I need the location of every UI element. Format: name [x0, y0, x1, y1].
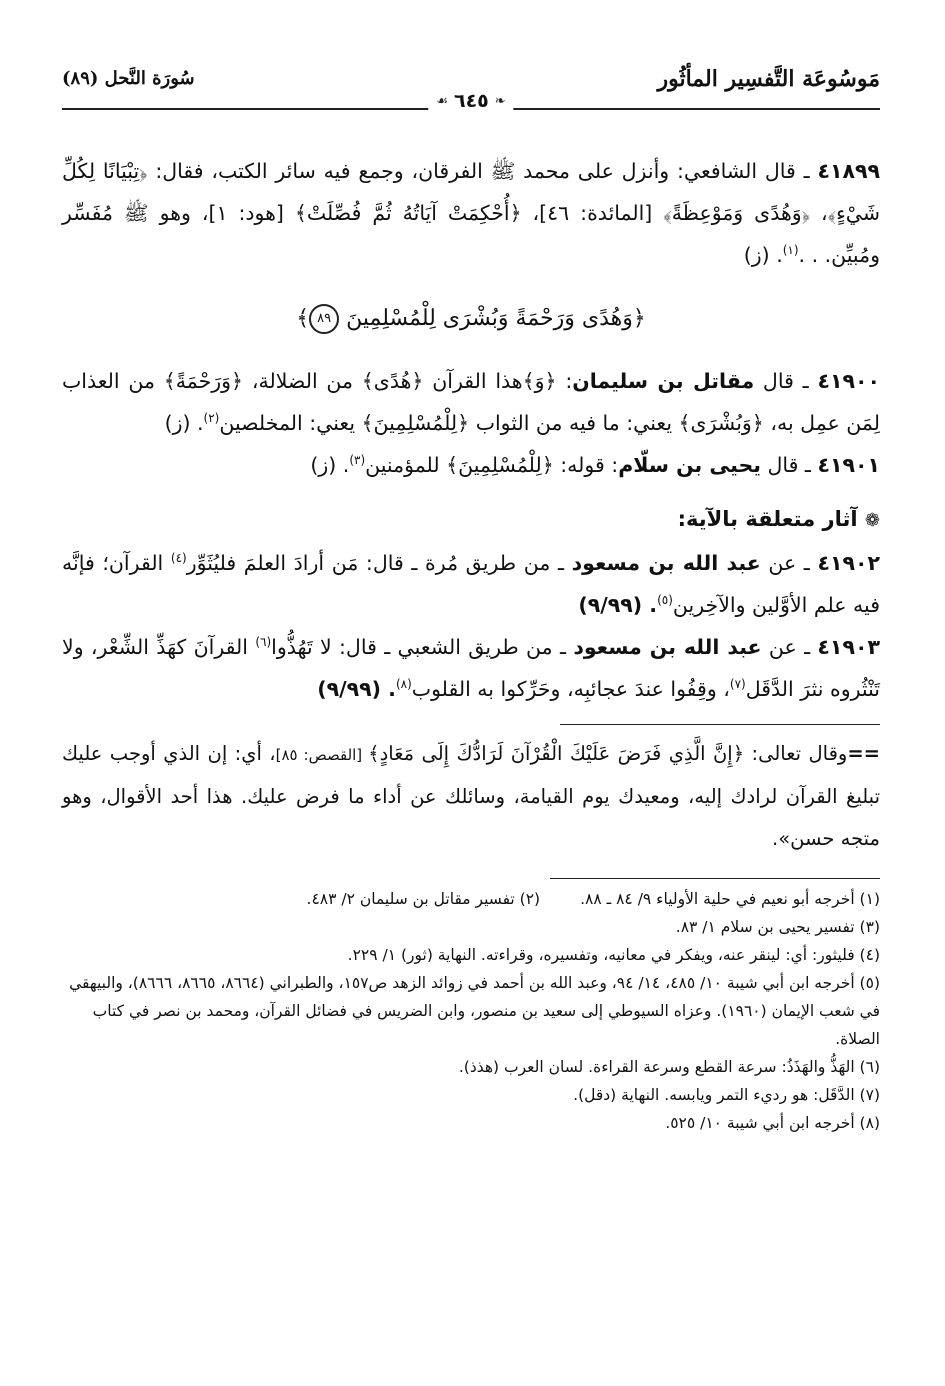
- ayah-number: ٨٩: [309, 304, 339, 334]
- page-number-text: ٦٤٥: [453, 90, 489, 112]
- entry-text-2: القرآنَ كهَذِّ الشِّعْر، ولا تَنْثُروه نثرَ الدَّقَل: [62, 635, 880, 701]
- entry-number: ٤١٩٠٢: [817, 551, 880, 575]
- entry-text: : ﴿وَ﴾هذا القرآن ﴿هُدًى﴾ من الضلالة، ﴿وَرَحْمَةً﴾ من العذاب لِمَن عمِل به، ﴿وَبُشْرَى﴾ يعني: ما فيه من الثواب ﴿لِلْمُسْلِمِينَ﴾ يعني: المخلصين: [62, 369, 880, 435]
- narrator-name: يحيى بن سلّام: [618, 453, 761, 477]
- entry-tail: . (ز): [310, 453, 350, 477]
- section-title-text: آثار متعلقة بالآية:: [677, 507, 858, 531]
- entry-tail: . (٩/٩٩): [317, 677, 396, 701]
- flower-icon: ❁: [864, 510, 880, 531]
- entry-41901: [62, 444, 880, 486]
- footnote-row: [62, 885, 880, 913]
- footnotes-divider: [550, 878, 880, 879]
- footnote-3: (٣) تفسير يحيى بن سلام ١/ ٨٣.: [675, 918, 880, 936]
- footnote-ref[interactable]: (٥): [657, 593, 673, 608]
- footnote-ref[interactable]: (٤): [170, 551, 187, 566]
- footnote-7: (٧) الدَّقَل: هو رديء التمر ويابسه. النهاية (دقل).: [573, 1086, 880, 1104]
- entry-41903: [62, 626, 880, 710]
- entry-41902: [62, 542, 880, 626]
- footnote-ref[interactable]: (٦): [255, 635, 272, 650]
- continuation-mark: ==: [847, 742, 881, 765]
- entry-41900: [62, 360, 880, 444]
- surah-label: سُورَة النَّحل (٨٩): [62, 68, 195, 89]
- main-text: [62, 150, 880, 710]
- book-title: مَوسُوعَة التَّفسِير المأثُور: [657, 66, 880, 92]
- entry-text: ـ من طريق الشعبي ـ قال: لا تَهُذُّوا: [271, 635, 574, 659]
- footnote-ref[interactable]: (٧): [729, 677, 746, 692]
- entry-text-2: القرآن؛ فإنَّه فيه علم الأوَّلين والآخِرين: [62, 551, 880, 617]
- continuation-quran: ﴿إِنَّ الَّذِي فَرَضَ عَلَيْكَ الْقُرْآنَ لَرَادُّكَ إِلَى مَعَادٍ﴾: [368, 742, 745, 765]
- footnotes: [62, 885, 880, 1137]
- entry-number: ٤١٩٠٣: [817, 635, 880, 659]
- entry-number: ٤١٨٩٩: [817, 159, 880, 183]
- continuation-cite: [القصص: ٨٥]: [275, 746, 369, 764]
- ornament-icon: ❧: [494, 93, 506, 109]
- narrator-name: عبد الله بن مسعود: [571, 551, 761, 575]
- footnote-8: (٨) أخرجه ابن أبي شيبة ١٠/ ٥٢٥.: [665, 1114, 880, 1132]
- entry-number: ٤١٩٠٠: [817, 369, 880, 393]
- entry-pre: ـ عن: [761, 635, 818, 659]
- verse-close: ﴾: [296, 306, 310, 331]
- section-title: [62, 498, 880, 542]
- continuation-text-1: وقال تعالى:: [744, 742, 848, 765]
- continuation-text-2: ، أي: إن الذي أوجب عليك تبليغ القرآن لرادك إليه، ومعيدك يوم القيامة، وسائلك عن أداء ما فرض عليك. هذا أحد الأقوال، وهو متجه حسن».: [62, 742, 880, 850]
- narrator-name: مقاتل بن سليمان: [572, 369, 755, 393]
- entry-text: : قوله: ﴿لِلْمُسْلِمِينَ﴾ للمؤمنين: [365, 453, 619, 477]
- footnote-ref[interactable]: (٨): [395, 677, 412, 692]
- footnote-5: (٥) أخرجه ابن أبي شيبة ١٠/ ٤٨٥، ١٤/ ٩٤، وعبد الله بن أحمد في زوائد الزهد ص١٥٧، والطبراني (٨٦٦٤، ٨٦٦٥، ٨٦٦٦)، والبيهقي في شعب الإيمان (١٩٦٠). وعزاه السيوطي إلى سعيد بن منصور، وابن الضريس في فضائل القرآن، ومحمد بن نصر في كتاب الصلاة.: [69, 974, 880, 1048]
- entry-text: ـ من طريق مُرة ـ قال: مَن أرادَ العلمَ فليُثَوِّر: [186, 551, 572, 575]
- entry-number: ٤١٩٠١: [817, 453, 880, 477]
- entry-text: ـ قال الشافعي: وأنزل على محمد ﷺ الفرقان، وجمع فيه سائر الكتب، فقال: ﴿تِبْيَانًا لِكُلِّ شَيْءٍ﴾، ﴿وَهُدًى وَمَوْعِظَةً﴾ [المائدة: ٤٦]، ﴿أُحْكِمَتْ آيَاتُهُ ثُمَّ فُصِّلَتْ﴾ [هود: ١]، وهو ﷺ مُفَسِّر ومُبيِّن. . .: [62, 159, 880, 267]
- footnote-ref[interactable]: (٣): [349, 453, 366, 468]
- ornament-icon: ☙: [436, 93, 448, 109]
- entry-tail: . (٩/٩٩): [578, 593, 658, 617]
- footnote-divider: [560, 724, 880, 725]
- entry-tail: . (ز): [164, 411, 204, 435]
- footnote-continuation: [62, 733, 880, 860]
- entry-pre: ـ عن: [760, 551, 818, 575]
- entry-41899: [62, 150, 880, 276]
- page-number: [428, 90, 513, 112]
- footnote-ref[interactable]: (١): [782, 243, 799, 258]
- entry-pre: ـ قال: [760, 453, 818, 477]
- entry-pre: ـ قال: [754, 369, 818, 393]
- page-header: [62, 62, 880, 110]
- quran-verse: [62, 298, 880, 340]
- verse-text: ﴿وَهُدًى وَرَحْمَةً وَبُشْرَى لِلْمُسْلِمِينَ: [346, 306, 646, 331]
- entry-tail: . (ز): [743, 243, 783, 267]
- footnote-1: (١) أخرجه أبو نعيم في حلية الأولياء ٩/ ٨٤ ـ ٨٨.: [580, 890, 880, 908]
- narrator-name: عبد الله بن مسعود: [573, 635, 762, 659]
- entry-text-3: ، وقِفُوا عندَ عجائبِه، وحَرِّكوا به القلوب: [411, 677, 730, 701]
- footnote-6: (٦) الهَذُّ والهَذَذُ: سرعة القطع وسرعة القراءة. لسان العرب (هذذ).: [458, 1058, 880, 1076]
- footnote-4: (٤) فليثور: أي: لينقر عنه، ويفكر في معانيه، وتفسيره، وقراءته. النهاية (ثور) ١/ ٢٢٩.: [347, 946, 880, 964]
- page: [62, 62, 880, 1137]
- footnote-2: (٢) تفسير مقاتل بن سليمان ٢/ ٤٨٣.: [306, 890, 541, 908]
- footnote-ref[interactable]: (٢): [203, 411, 220, 426]
